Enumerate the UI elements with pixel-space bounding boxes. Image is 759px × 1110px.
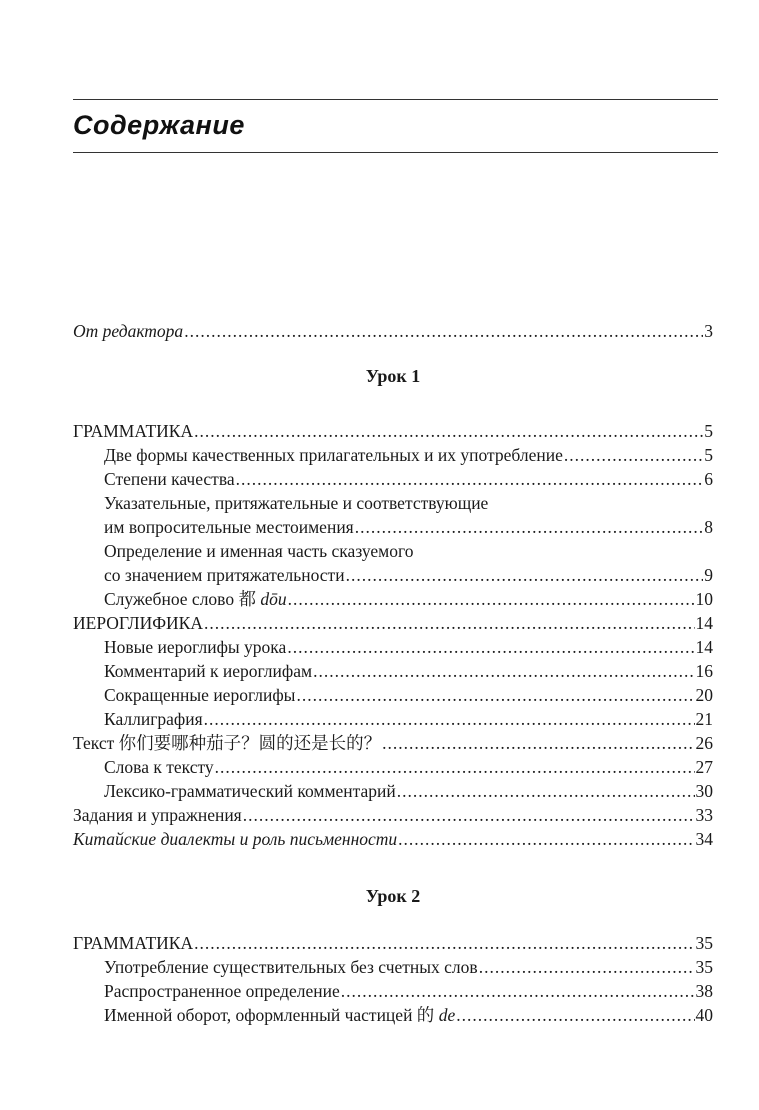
entry-label: Комментарий к иероглифам [104,661,313,681]
leader-dots [397,779,695,803]
toc-entry[interactable] [73,683,713,707]
toc-entry[interactable] [73,587,713,611]
entry-page: 9 [704,565,713,585]
entry-label: Служебное слово 都 [104,589,261,609]
toc-entry-line1[interactable] [73,539,713,563]
entry-label: Каллиграфия [104,709,203,729]
entry-page: 14 [695,637,713,657]
entry-page: 40 [695,1005,713,1025]
leader-dots [288,587,695,611]
leader-dots [204,611,695,635]
entry-page: 8 [704,517,713,537]
leader-dots [341,979,695,1003]
entry-page: 20 [695,685,713,705]
lesson-heading: Урок 2 [365,886,421,906]
leader-dots [479,955,695,979]
entry-label: Текст 你们要哪种茄子？圆的还是长的？ [73,733,382,753]
toc-entry[interactable] [73,779,713,803]
toc-entry[interactable] [73,979,713,1003]
entry-label: ГРАММАТИКА [73,421,194,441]
toc-entry[interactable] [73,827,713,851]
leader-dots [313,659,694,683]
toc-entry[interactable] [73,955,713,979]
entry-label: Новые иероглифы урока [104,637,287,657]
entry-label: От редактора [73,321,184,341]
top-rule [73,99,718,100]
toc-entry[interactable] [73,659,713,683]
toc-entry[interactable] [73,755,713,779]
leader-dots [204,707,695,731]
toc-entry-line2[interactable] [73,563,713,587]
lesson-2-entries [73,931,713,1027]
toc-entry[interactable] [73,467,713,491]
toc-entry[interactable] [73,443,713,467]
entry-label: ИЕРОГЛИФИКА [73,613,203,633]
leader-dots [243,803,695,827]
entry-page: 38 [695,981,713,1001]
entry-label-cont: им вопросительные местоимения [104,517,354,537]
toc-entry[interactable] [73,707,713,731]
entry-page: 26 [695,733,713,753]
leader-dots [382,731,694,755]
entry-page: 35 [695,957,713,977]
leader-dots [346,563,704,587]
entry-label: Определение и именная часть сказуемого [104,541,414,561]
entry-label: Сокращенные иероглифы [104,685,296,705]
lesson-heading: Урок 1 [365,366,421,386]
leader-dots [355,515,704,539]
entry-label-cont: со значением притяжательности [104,565,345,585]
toc-entry-line2[interactable] [73,515,713,539]
leader-dots [287,635,694,659]
entry-page: 33 [695,805,713,825]
entry-label-pinyin: de [438,1005,456,1025]
entry-page: 10 [695,589,713,609]
entry-page: 16 [695,661,713,681]
lesson-1-heading [73,364,713,388]
entry-label: Две формы качественных прилагательных и их употребление [104,445,563,465]
entry-label-pinyin: dōu [260,589,287,609]
leader-dots [564,443,703,467]
leader-dots [236,467,704,491]
toc-entry[interactable] [73,635,713,659]
page-title: Содержание [73,110,245,140]
toc-intro [73,319,713,343]
toc-entry[interactable] [73,611,713,635]
entry-page: 30 [695,781,713,801]
toc-entry[interactable] [73,803,713,827]
entry-page: 34 [695,829,713,849]
entry-label: Лексико-грамматический комментарий [104,781,396,801]
toc-entry-line1[interactable] [73,491,713,515]
leader-dots [296,683,694,707]
entry-page: 5 [704,421,713,441]
leader-dots [184,319,703,343]
entry-label: Употребление существительных без счетных слов [104,957,478,977]
entry-label: Распространенное определение [104,981,340,1001]
lesson-2-heading [73,884,713,908]
entry-page: 35 [695,933,713,953]
entry-page: 5 [704,445,713,465]
entry-page: 14 [695,613,713,633]
toc-entry[interactable] [73,931,713,955]
entry-label: ГРАММАТИКА [73,933,194,953]
toc-entry[interactable] [73,1003,713,1027]
leader-dots [398,827,694,851]
entry-label: Задания и упражнения [73,805,242,825]
leader-dots [215,755,695,779]
entry-label: Указательные, притяжательные и соответствующие [104,493,489,513]
toc-entry[interactable] [73,419,713,443]
toc-entry[interactable] [73,319,713,343]
entry-label: Китайские диалекты и роль письменности [73,829,398,849]
toc-entry[interactable] [73,731,713,755]
leader-dots [194,419,703,443]
entry-label: Степени качества [104,469,235,489]
title-rule [73,152,718,153]
entry-label: Именной оборот, оформленный частицей 的 [104,1005,439,1025]
entry-page: 27 [695,757,713,777]
entry-label: Слова к тексту [104,757,214,777]
leader-dots [456,1003,694,1027]
leader-dots [194,931,694,955]
entry-page: 6 [704,469,713,489]
lesson-1-entries [73,419,713,851]
entry-page: 3 [704,321,713,341]
entry-page: 21 [695,709,713,729]
